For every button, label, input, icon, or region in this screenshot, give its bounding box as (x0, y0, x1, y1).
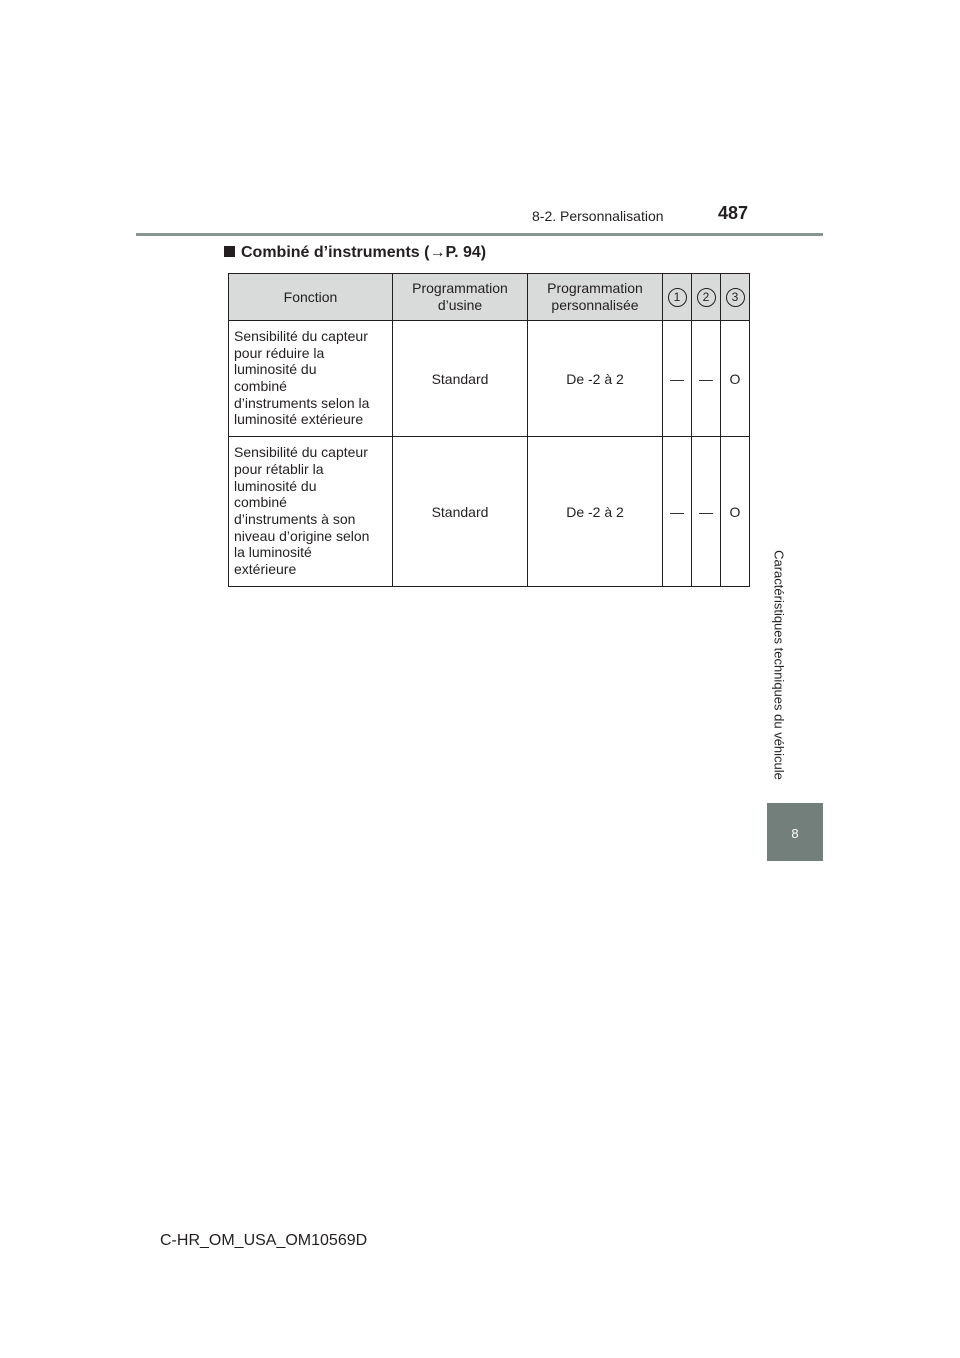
document-code: C-HR_OM_USA_OM10569D (160, 1232, 368, 1249)
function-text-line: luminosité du (234, 361, 317, 378)
header-method-3 (721, 274, 750, 321)
page-number: 487 (718, 203, 749, 223)
function-text-line: extérieure (234, 561, 297, 578)
circled-number-1: 1 (668, 288, 687, 307)
chapter-title: Caractéristiques techniques du véhicule (771, 550, 787, 780)
method-1-cell: — (663, 321, 692, 437)
settings-table (228, 273, 750, 587)
function-text-line: pour rétablir la (234, 460, 324, 477)
header-custom-setting: Programmation personnalisée (528, 274, 663, 321)
running-header-section: 8-2. Personnalisation (532, 208, 664, 224)
circled-number-3: 3 (726, 288, 745, 307)
function-cell (229, 321, 393, 437)
table-header-row (229, 274, 750, 321)
factory-setting-cell: Standard (393, 321, 528, 437)
custom-setting-cell: De -2 à 2 (528, 321, 663, 437)
header-function: Fonction (229, 274, 393, 321)
method-3-cell: O (721, 321, 750, 437)
chapter-side-label (767, 530, 791, 800)
method-2-cell: — (692, 321, 721, 437)
factory-setting-cell: Standard (393, 437, 528, 587)
function-text-line: d’instruments à son (234, 511, 356, 527)
arrow-right-icon: → (429, 244, 446, 261)
chapter-tab (767, 803, 823, 861)
function-text-line: luminosité du (234, 477, 317, 494)
section-heading (224, 244, 486, 262)
function-text-line: la luminosité (234, 544, 312, 561)
function-text-line: d’instruments selon la (234, 394, 370, 411)
function-text-line: combiné (234, 494, 287, 511)
header-method-1 (663, 274, 692, 321)
table-row (229, 321, 750, 437)
header-factory-setting: Programmation d’usine (393, 274, 528, 321)
table-row (229, 437, 750, 587)
method-1-cell: — (663, 437, 692, 587)
header-method-2 (692, 274, 721, 321)
circled-number-2: 2 (697, 288, 716, 307)
square-bullet-icon (224, 246, 235, 257)
section-title: Combiné d’instruments ( (241, 244, 430, 261)
function-text-line: luminosité extérieure (234, 411, 364, 428)
function-text-line: pour réduire la (234, 344, 325, 361)
function-text-line: Sensibilité du capteur (234, 327, 368, 344)
chapter-number: 8 (791, 826, 799, 841)
function-text-line: combiné (234, 378, 287, 394)
method-2-cell: — (692, 437, 721, 587)
method-3-cell: O (721, 437, 750, 587)
function-text-line: Sensibilité du capteur (234, 444, 368, 461)
function-text-line: niveau d’origine selon (234, 527, 370, 544)
section-page-ref: P. 94) (445, 244, 487, 261)
custom-setting-cell: De -2 à 2 (528, 437, 663, 587)
header-rule (136, 233, 823, 236)
function-cell (229, 437, 393, 587)
